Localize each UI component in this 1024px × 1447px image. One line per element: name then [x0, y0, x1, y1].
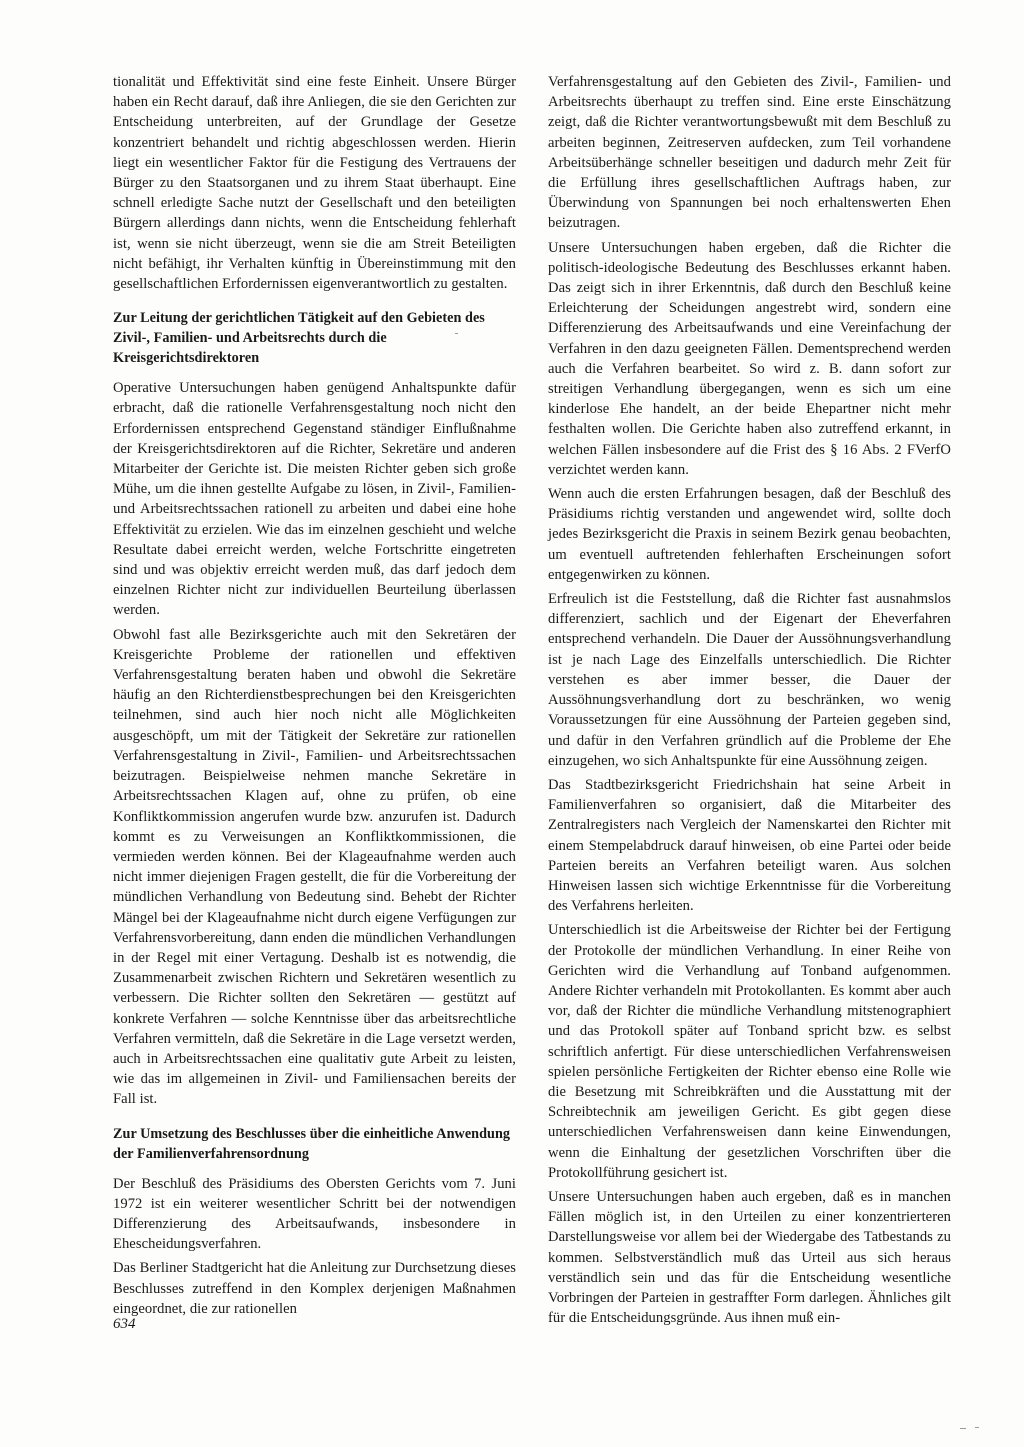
- paragraph: Wenn auch die ersten Erfahrungen besagen, daß der Beschluß des Präsidiums richtig verstanden und angewendet wird, sollte doch jedes Bezirksgericht die Praxis in seinem Bezirk genau beobachten, um eventuell auftretenden fehlerhaften Erscheinungen sofort entgegenwirken zu können.: [548, 486, 951, 583]
- paragraph: Operative Untersuchungen haben genügend Anhaltspunkte dafür erbracht, daß die rationelle Verfahrensgestaltung noch nicht den Erfordernissen entsprechend Gegenstand ständiger Einflußnahme der Kreisgerichtsdirektoren auf die Richter, Sekretäre und anderen Mitarbeiter der Gerichte ist. Die meisten Richter geben sich große Mühe, um die ihnen gestellte Aufgabe zu lösen, in Zivil-, Familien- und Arbeitsrechtssachen rationell zu arbeiten und dabei eine hohe Effektivität zu erzielen. Wie das im einzelnen geschieht und welche Resultate dabei erreicht werden, welche Fortschritte eingetreten sind und was objektiv erreicht werden muß, das darf jedoch dem einzelnen Richter nicht zur individuellen Beurteilung überlassen werden.: [113, 380, 516, 619]
- paragraph: Obwohl fast alle Bezirksgerichte auch mit den Sekretären der Kreisgerichte Probleme der rationellen und effektiven Verfahrensgestaltung beraten haben und obwohl die Sekretäre häufig an den Richterdienstbesprechungen bei den Kreisgerichten teilnehmen, sind auch hier noch nicht alle Möglichkeiten ausgeschöpft, um mit der Tätigkeit der Sekretäre zur rationellen Verfahrensgestaltung in Zivil-, Familien- und Arbeitsrechtssachen beizutragen. Beispielweise nehmen manche Sekretäre in Arbeitsrechtssachen Klagen auf, ohne zu prüfen, ob eine Konfliktkommission angerufen wurde bzw. anzurufen ist. Dadurch kommt es zu Verweisungen an Konfliktkommissionen, die vermieden werden können. Bei der Klageaufnahme werden auch nicht immer diejenigen Fragen gestellt, die für die Vorbereitung der mündlichen Verhandlung von Bedeutung sind. Behebt der Richter Mängel bei der Klageaufnahme nicht durch eigene Verfügungen zur Verfahrensvorbereitung, dann enden die mündlichen Verhandlungen in der Regel mit einer Vertagung. Deshalb ist es notwendig, die Zusammenarbeit zwischen Richtern und Sekretären wesentlich zu verbessern. Die Richter sollten den Sekretären — gestützt auf konkrete Verfahren — solche Kenntnisse über das arbeitsrechtliche Verfahren vermitteln, daß die Sekretäre in die Lage versetzt werden, auch in Arbeitsrechtssachen eine qualitativ gute Arbeit zu leisten, wie das im allgemeinen in Zivil- und Familiensachen bereits der Fall ist.: [113, 626, 516, 1108]
- right-column: [548, 72, 951, 1332]
- paragraph: Der Beschluß des Präsidiums des Obersten Gerichts vom 7. Juni 1972 ist ein weiterer wesentlicher Schritt bei der notwendigen Differenzierung des Arbeitsaufwands, insbesondere in Ehescheidungsverfahren.: [113, 1175, 516, 1253]
- print-speck: [960, 1428, 966, 1429]
- paragraph: Verfahrensgestaltung auf den Gebieten des Zivil-, Familien- und Arbeitsrechts überhaupt zu treffen sind. Eine erste Einschätzung zeigt, daß die Richter verantwortungsbewußt mit dem Beschluß zu arbeiten beginnen, Zeitreserven aufdecken, zum Teil vorhandene Arbeitsüberhänge schneller beseitigen und dadurch mehr Zeit für die Erfüllung ihres gesellschaftlichen Auftrags haben, zur Überwindung von Spannungen bei noch erhaltenswerten Ehen beizutragen.: [548, 74, 951, 232]
- paragraph: Erfreulich ist die Feststellung, daß die Richter fast ausnahmslos differenziert, sachlich und der Eigenart der Eheverfahren entsprechend verhandeln. Die Dauer der Aussöhnungsverhandlung ist je nach Lage des Einzelfalls unterschiedlich. Die Richter verstehen es aber immer besser, die Dauer der Aussöhnungsverhandlung dort zu beschränken, wo wenig Voraussetzungen für eine Aussöhnung der Parteien gegeben sind, und dafür in den Verfahren gründlich auf die Probleme der Ehe einzugehen, wo sich Anhaltspunkte für eine Aussöhnung zeigen.: [548, 591, 951, 769]
- print-speck: [455, 333, 458, 334]
- print-speck: [975, 1427, 979, 1428]
- paragraph: Unsere Untersuchungen haben ergeben, daß die Richter die politisch-ideologische Bedeutung des Beschlusses erkannt haben. Das zeigt sich in ihrer Erkenntnis, daß durch den Beschluß keine Erleichterung der Scheidungen angestrebt wird, sondern eine Differenzierung des Arbeitsaufwands und eine Vereinfachung der Verfahren in den dazu geeigneten Fällen. Dementsprechend werden auch die Verfahren bearbeitet. So wird z. B. dann sofort zur streitigen Verhandlung übergegangen, wenn es sich um eine kinderlose Ehe handelt, an der beide Ehepartner nicht mehr festhalten wollen. Die Gerichte haben also zutreffend erkannt, in welchen Fällen insbesondere auf die Frist des § 16 Abs. 2 FVerfO verzichtet werden kann.: [548, 239, 951, 478]
- section-heading: Zur Leitung der gerichtlichen Tätigkeit auf den Gebieten des Zivil-, Familien- und Arbeitsrechts durch die Kreisgerichtsdirektoren: [113, 310, 485, 367]
- section-heading: Zur Umsetzung des Beschlusses über die einheitliche Anwendung der Familienverfahrensordnung: [113, 1125, 511, 1162]
- paragraph: Das Berliner Stadtgericht hat die Anleitung zur Durchsetzung dieses Beschlusses zutreffend in den Komplex derjenigen Maßnahmen eingeordnet, die zur rationellen: [113, 1260, 516, 1317]
- paragraph: Unterschiedlich ist die Arbeitsweise der Richter bei der Fertigung der Protokolle der mündlichen Verhandlung. In einer Reihe von Gerichten wird die Verhandlung auf Tonband aufgenommen. Andere Richter verhandeln mit Protokollanten. Es kommt aber auch vor, daß der Richter die mündliche Verhandlung mitstenographiert und das Protokoll später auf Tonband spricht bzw. es selbst schriftlich anfertigt. Für diese unterschiedlichen Verfahrensweisen spielen persönliche Fertigkeiten der Richter ebenso eine Rolle wie die Besetzung mit Schreibkräften und die Ausstattung mit der Schreibtechnik am jeweiligen Gericht. Es gibt gegen diese unterschiedlichen Verfahrensweisen dann keine Einwendungen, wenn die Einhaltung der gesetzlichen Vorschriften über die Protokollführung gesichert ist.: [548, 922, 951, 1181]
- paragraph: tionalität und Effektivität sind eine feste Einheit. Unsere Bürger haben ein Recht darauf, daß ihre Anliegen, die sie den Gerichten zur Entscheidung unterbreiten, auf der Grundlage der Gesetze konzentriert behandelt und richtig abgeschlossen werden. Hierin liegt ein wesentlicher Faktor für die Festigung des Vertrauens der Bürger zu den Staatsorganen und zu ihrem Staat überhaupt. Eine schnell erledigte Sache nutzt der Gesellschaft und den beteiligten Bürgern allerdings dann nichts, wenn die Entscheidung fehlerhaft ist, wenn sie nicht überzeugt, wenn sie die am Streit Beteiligten nicht befähigt, ihr Verhalten künftig in Übereinstimmung mit den gesellschaftlichen Erfordernissen eigenverantwortlich zu gestalten.: [113, 74, 516, 293]
- paragraph: Unsere Untersuchungen haben auch ergeben, daß es in manchen Fällen möglich ist, in den Urteilen zu einer konzentrierteren Darstellungsweise vor allem bei der Wiedergabe des Tatbestands zu kommen. Selbstverständlich muß das Urteil aus sich heraus verständlich sein und das für die Entscheidung wesentliche Vorbringen der Parteien in gestraffter Form darlegen. Ähnliches gilt für die Entscheidungsgründe. Aus ihnen muß ein-: [548, 1188, 951, 1327]
- left-column: [113, 72, 516, 1323]
- paragraph: Das Stadtbezirksgericht Friedrichshain hat seine Arbeit in Familienverfahren so organisiert, daß die Mitarbeiter des Zentralregisters nach Vergleich der Namenskartei den Richter mit einem Stempelabdruck darauf hinweisen, ob eine Partei oder beide Parteien bereits an Verfahren beteiligt waren. Aus solchen Hinweisen lassen sich wichtige Erkenntnisse für die Vorbereitung des Verfahrens herleiten.: [548, 776, 951, 915]
- page-number: 634: [113, 1316, 136, 1332]
